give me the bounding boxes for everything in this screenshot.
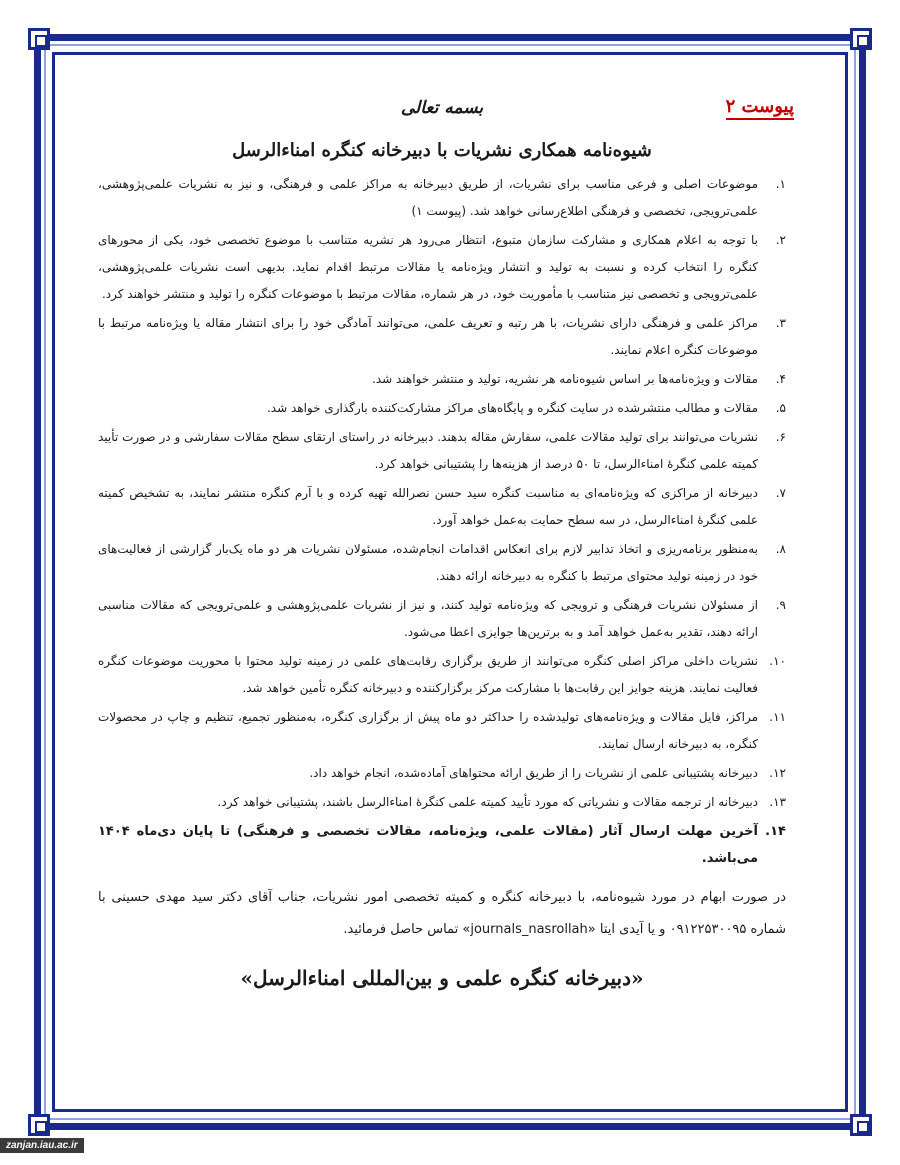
- list-item: [98, 704, 786, 758]
- item-number: ۷.: [775, 486, 786, 500]
- item-number: ۱۰.: [769, 654, 786, 668]
- list-item: [98, 227, 786, 308]
- item-number: ۵.: [775, 401, 786, 415]
- website-badge[interactable]: zanjan.iau.ac.ir: [0, 1138, 84, 1153]
- corner-ornament-bottom-right: [850, 1114, 872, 1136]
- item-number: ۶.: [775, 430, 786, 444]
- list-item: [98, 366, 786, 393]
- item-number: ۴.: [775, 372, 786, 386]
- document-title: شیوه‌نامه همکاری نشریات با دبیرخانه کنگره امناءالرسل: [232, 140, 652, 161]
- document-header: [98, 88, 794, 132]
- item-text: مقالات و مطالب منتشرشده در سایت کنگره و پایگاه‌های مراکز مشارکت‌کننده بارگذاری خواهد شد.: [266, 401, 758, 415]
- item-text: نشریات داخلی مراکز اصلی کنگره می‌توانند از طریق برگزاری رقابت‌های علمی در زمینه تولید محتوا با محوریت موضوعات کنگره فعالیت نمایند. هزینه جوایز این رقابت‌ها با مشارکت مرکز برگزارکننده و دبیرخانه کنگره تأمین خواهد شد.: [98, 654, 758, 695]
- item-text: آخرین مهلت ارسال آثار (مقالات علمی، ویژه‌نامه، مقالات تخصصی و فرهنگی) تا پایان دی‌ماه ۱۴۰۴ می‌باشد.: [98, 824, 758, 866]
- item-text: به‌منظور برنامه‌ریزی و اتخاذ تدابیر لازم برای انعکاس اقدامات انجام‌شده، مسئولان نشریات هر دو ماه یک‌بار گزارشی از فعالیت‌های خود در زمینه تولید محتوای مرتبط با کنگره به دبیرخانه ارائه دهند.: [98, 542, 758, 583]
- corner-ornament-top-right: [850, 28, 872, 50]
- item-text: نشریات می‌توانند برای تولید مقالات علمی، سفارش مقاله بدهند. دبیرخانه در راستای ارتقای سطح مقالات سفارشی و در صورت تأیید کمیته علمی کنگرهٔ امناءالرسل، تا ۵۰ درصد از هزینه‌ها را پشتیبانی خواهد کرد.: [98, 430, 758, 471]
- guideline-list: [98, 171, 786, 872]
- list-item: [98, 760, 786, 787]
- item-number: ۸.: [775, 542, 786, 556]
- item-text: مراکز علمی و فرهنگی دارای نشریات، با هر رتبه و تعریف علمی، می‌توانند آمادگی خود را برای انتشار مقاله یا ویژه‌نامه مرتبط با موضوعات کنگره اعلام نمایند.: [98, 316, 758, 357]
- item-number: ۱۳.: [769, 795, 786, 809]
- item-number: ۱۲.: [769, 766, 786, 780]
- deadline-item: [98, 818, 786, 872]
- item-text: با توجه به اعلام همکاری و مشارکت سازمان متبوع، انتظار می‌رود هر نشریه متناسب با موضوع تخصصی خود، یکی از محورهای کنگره را انتخاب کرده و نسبت به تولید و انتشار ویژه‌نامه یا مقالات مرتبط اقدام نماید. بدیهی است نشریات علمی‌پژوهشی، علمی‌ترویجی و تخصصی نیز متناسب با مأموریت خود، در هر شماره، مقالات مرتبط با موضوعات کنگره را تولید و منتشر خواهند کرد.: [98, 233, 758, 301]
- appendix-label: پیوست ۲: [726, 96, 794, 120]
- item-text: دبیرخانه از ترجمه مقالات و نشریاتی که مورد تأیید کمیته علمی کنگرهٔ امناءالرسل باشند، پشتیبانی خواهد کرد.: [217, 795, 758, 809]
- list-item: [98, 592, 786, 646]
- list-item: [98, 480, 786, 534]
- item-number: ۱۴.: [765, 824, 786, 839]
- item-text: مراکز، فایل مقالات و ویژه‌نامه‌های تولیدشده را حداکثر دو ماه پیش از برگزاری کنگره، به‌منظور تجمیع، تنظیم و چاپ در محصولات کنگره، به دبیرخانه ارسال نمایند.: [98, 710, 758, 751]
- list-item: [98, 648, 786, 702]
- corner-ornament-bottom-left: [28, 1114, 50, 1136]
- item-number: ۳.: [775, 316, 786, 330]
- list-item: [98, 171, 786, 225]
- document-body: [98, 88, 794, 990]
- item-text: مقالات و ویژه‌نامه‌ها بر اساس شیوه‌نامه هر نشریه، تولید و منتشر خواهند شد.: [372, 372, 758, 386]
- secretariat-signature: «دبیرخانه کنگره علمی و بین‌المللی امناءالرسل»: [240, 966, 644, 990]
- list-item: [98, 424, 786, 478]
- item-number: ۱۱.: [769, 710, 786, 724]
- list-item: [98, 395, 786, 422]
- list-item: [98, 310, 786, 364]
- item-number: ۱.: [775, 177, 786, 191]
- bismillah-heading: بسمه تعالی: [400, 98, 484, 118]
- contact-paragraph: در صورت ابهام در مورد شیوه‌نامه، با دبیرخانه کنگره و کمیته تخصصی امور نشریات، جناب آقای دکتر سید مهدی حسینی با شماره ۰۹۱۲۲۵۳۰۰۹۵ و یا آیدی ایتا «journals_nasrollah» تماس حاصل فرمائید.: [98, 890, 786, 937]
- item-text: دبیرخانه پشتیبانی علمی از نشریات را از طریق ارائه محتواهای آماده‌شده، انجام خواهد داد.: [309, 766, 758, 780]
- list-item: [98, 536, 786, 590]
- corner-ornament-top-left: [28, 28, 50, 50]
- item-number: ۲.: [775, 233, 786, 247]
- item-text: دبیرخانه از مراکزی که ویژه‌نامه‌ای به مناسبت کنگره سید حسن نصرالله تهیه کرده و با آرم کنگره منتشر نمایند، به تشخیص کمیته علمی کنگرهٔ امناءالرسل، در سه سطح حمایت به‌عمل خواهد آورد.: [98, 486, 758, 527]
- item-text: از مسئولان نشریات فرهنگی و ترویجی که ویژه‌نامه تولید کنند، و نیز از نشریات علمی‌پژوهشی و علمی‌ترویجی که مقالات مناسبی ارائه دهند، تقدیر به‌عمل خواهد آمد و به برترین‌ها جوایزی اعطا می‌شود.: [98, 598, 758, 639]
- item-text: موضوعات اصلی و فرعی مناسب برای نشریات، از طریق دبیرخانه به مراکز علمی و فرهنگی، و نیز به نشریات علمی‌پژوهشی، علمی‌ترویجی، تخصصی و فرهنگی اطلاع‌رسانی خواهد شد. (پیوست ۱): [98, 177, 758, 218]
- list-item: [98, 789, 786, 816]
- item-number: ۹.: [775, 598, 786, 612]
